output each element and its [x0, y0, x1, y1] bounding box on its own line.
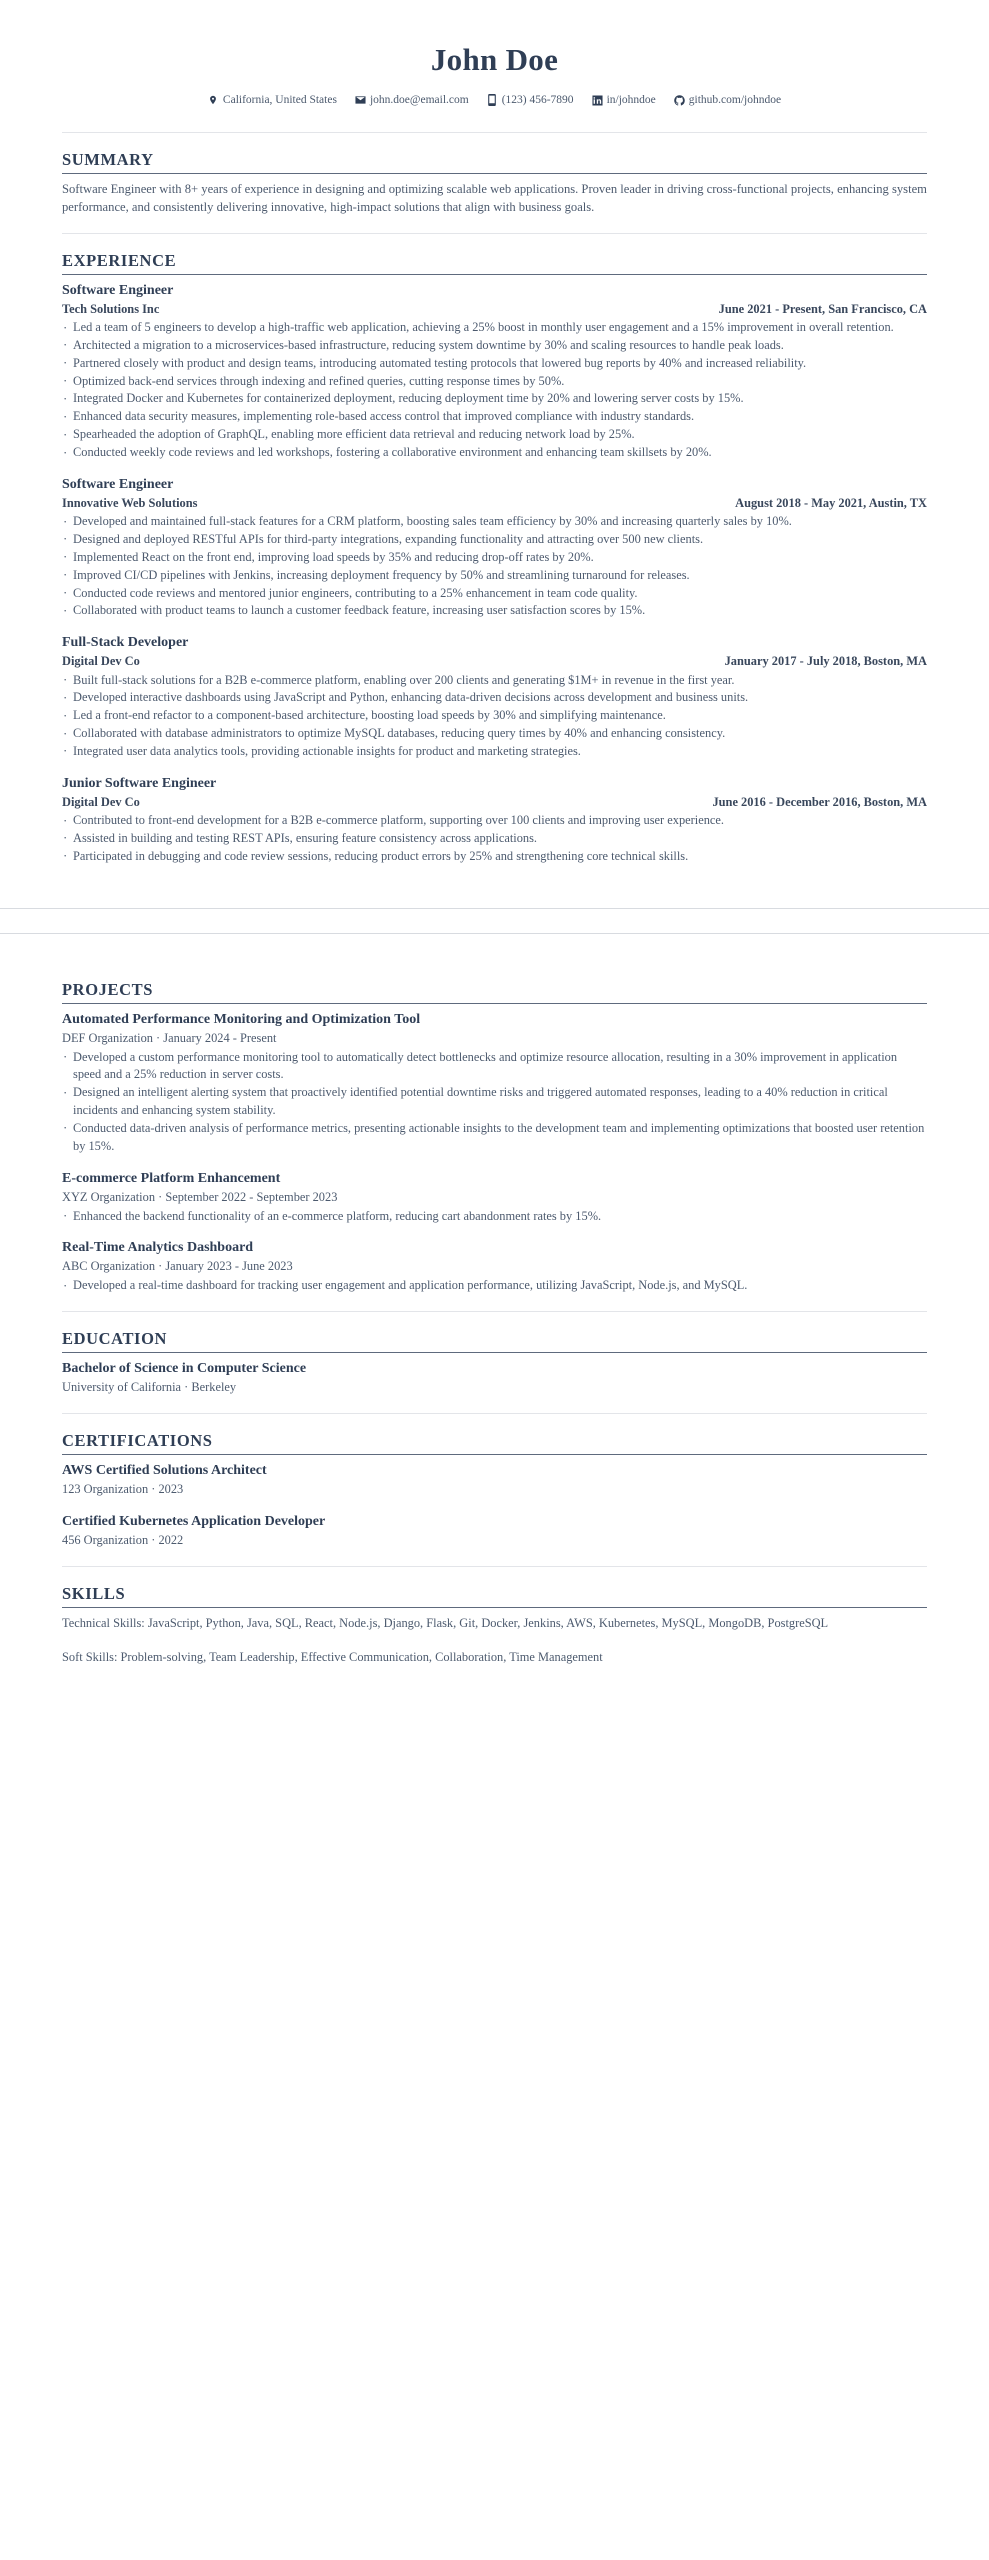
list-item: · Developed a custom performance monitoring tool to automatically detect bottlenecks and optimize resource allocation, resulting in a 30% improvement in application speed and a 25% reduction in server costs.	[62, 1049, 927, 1085]
certifications-heading: CERTIFICATIONS	[62, 1431, 213, 1451]
list-item: · Partnered closely with product and design teams, introducing automated testing protocols that lowered bug reports by 40% and increased reliability.	[62, 355, 927, 373]
contact-phone-text: (123) 456-7890	[501, 94, 574, 106]
list-item: · Led a front-end refactor to a component-based architecture, boosting load speeds by 30% and simplifying maintenance.	[62, 707, 927, 725]
envelope-icon	[355, 94, 366, 106]
list-item: · Conducted code reviews and mentored junior engineers, contributing to a 25% enhancement in team code quality.	[62, 585, 927, 603]
certification-entry	[62, 1462, 927, 1499]
experience-meta	[62, 495, 927, 512]
experience-rule	[62, 274, 927, 275]
resume-page-1	[0, 0, 989, 900]
section-projects	[62, 980, 927, 1296]
resume-page-2	[0, 934, 989, 1731]
experience-meta	[62, 301, 927, 318]
section-skills	[62, 1584, 927, 1667]
contact-linkedin-text: in/johndoe	[606, 94, 656, 106]
project-bullets	[62, 1277, 927, 1295]
experience-company: Innovative Web Solutions	[62, 495, 198, 510]
experience-date-location: June 2021 - Present, San Francisco, CA	[718, 301, 927, 316]
experience-date-location: August 2018 - May 2021, Austin, TX	[735, 495, 927, 510]
list-item: · Optimized back-end services through indexing and refined queries, cutting response times by 50%.	[62, 373, 927, 391]
list-item: · Enhanced data security measures, implementing role-based access control that improved compliance with industry standards.	[62, 408, 927, 426]
experience-date-location: June 2016 - December 2016, Boston, MA	[712, 794, 927, 809]
project-name: Real-Time Analytics Dashboard	[62, 1240, 254, 1256]
skills-soft: Soft Skills: Problem-solving, Team Leadership, Effective Communication, Collaboration, Time Management	[62, 1649, 603, 1664]
phone-icon	[487, 94, 498, 106]
experience-entry	[62, 282, 927, 462]
projects-rule	[62, 1003, 927, 1004]
skills-heading: SKILLS	[62, 1583, 126, 1603]
experience-meta	[62, 794, 927, 811]
list-item: · Collaborated with product teams to launch a customer feedback feature, increasing user satisfaction scores by 15%.	[62, 602, 927, 620]
education-rule	[62, 1352, 927, 1353]
location-pin-icon	[208, 94, 219, 106]
page-break	[0, 908, 989, 934]
list-item: · Collaborated with database administrators to optimize MySQL databases, reducing query times by 40% and enhancing consistency.	[62, 725, 927, 743]
experience-bullets	[62, 513, 927, 620]
divider-above-summary	[62, 132, 927, 133]
contact-email[interactable]	[355, 94, 469, 106]
skills-technical: Technical Skills: JavaScript, Python, Java, SQL, React, Node.js, Django, Flask, Git, Docker, Jenkins, AWS, Kubernetes, MySQL, MongoDB, PostgreSQL	[62, 1615, 829, 1630]
experience-bullets	[62, 319, 927, 462]
education-heading: EDUCATION	[62, 1329, 168, 1349]
experience-position: Junior Software Engineer	[62, 775, 217, 791]
divider-above-skills	[62, 1566, 927, 1567]
experience-position: Full-Stack Developer	[62, 635, 189, 651]
project-name: E-commerce Platform Enhancement	[62, 1170, 281, 1186]
certifications-rule	[62, 1454, 927, 1455]
project-entry	[62, 1170, 927, 1226]
contact-location[interactable]	[208, 94, 337, 106]
experience-meta	[62, 653, 927, 670]
list-item: · Enhanced the backend functionality of an e-commerce platform, reducing cart abandonment rates by 15%.	[62, 1208, 927, 1226]
list-item: · Designed and deployed RESTful APIs for third-party integrations, expanding functionality and attracting over 500 new clients.	[62, 531, 927, 549]
project-bullets	[62, 1049, 927, 1156]
divider-above-experience	[62, 233, 927, 234]
divider-above-certifications	[62, 1413, 927, 1414]
section-certifications	[62, 1431, 927, 1550]
list-item: · Developed interactive dashboards using JavaScript and Python, enhancing data-driven decisions across development and business units.	[62, 689, 927, 707]
list-item: · Contributed to front-end development for a B2B e-commerce platform, supporting over 100 clients and improving user experience.	[62, 812, 927, 830]
linkedin-icon	[592, 94, 603, 106]
certification-name: AWS Certified Solutions Architect	[62, 1463, 267, 1479]
skills-rule	[62, 1607, 927, 1608]
section-experience	[62, 251, 927, 866]
list-item: · Led a team of 5 engineers to develop a high-traffic web application, achieving a 25% boost in monthly user engagement and a 15% improvement in overall retention.	[62, 319, 927, 337]
experience-bullets	[62, 672, 927, 761]
experience-entry	[62, 476, 927, 620]
project-entry	[62, 1011, 927, 1156]
list-item: · Developed a real-time dashboard for tracking user engagement and application performance, utilizing JavaScript, Node.js, and MySQL.	[62, 1277, 927, 1295]
experience-date-location: January 2017 - July 2018, Boston, MA	[724, 654, 927, 669]
list-item: · Architected a migration to a microservices-based infrastructure, reducing system downtime by 30% and scaling resources to handle peak loads.	[62, 337, 927, 355]
contact-github[interactable]	[674, 94, 781, 106]
certification-meta: 123 Organization · 2023	[62, 1481, 184, 1496]
experience-company: Digital Dev Co	[62, 794, 140, 809]
list-item: · Integrated Docker and Kubernetes for containerized deployment, reducing deployment time by 20% and lowering server costs by 15%.	[62, 390, 927, 408]
list-item: · Implemented React on the front end, improving load speeds by 35% and reducing drop-off rates by 20%.	[62, 549, 927, 567]
experience-company: Tech Solutions Inc	[62, 301, 160, 316]
certification-name: Certified Kubernetes Application Developer	[62, 1513, 326, 1529]
contact-location-text: California, United States	[222, 94, 337, 106]
project-entry	[62, 1239, 927, 1295]
experience-position: Software Engineer	[62, 476, 174, 492]
list-item: · Conducted weekly code reviews and led workshops, fostering a collaborative environment and enhancing team skillsets by 20%.	[62, 444, 927, 462]
contact-email-text: john.doe@email.com	[369, 94, 469, 106]
summary-rule	[62, 173, 927, 174]
list-item: · Conducted data-driven analysis of performance metrics, presenting actionable insights to the development team and implementing optimizations that boosted user retention by 15%.	[62, 1120, 927, 1156]
education-school: University of California · Berkeley	[62, 1380, 237, 1395]
github-icon	[674, 94, 685, 106]
list-item: · Assisted in building and testing REST APIs, ensuring feature consistency across applications.	[62, 830, 927, 848]
section-education	[62, 1329, 927, 1397]
list-item: · Designed an intelligent alerting system that proactively identified potential downtime risks and triggered automated responses, leading to a 40% reduction in critical incidents and enhancing system stability.	[62, 1084, 927, 1120]
experience-position: Software Engineer	[62, 282, 174, 298]
certification-entry	[62, 1513, 927, 1550]
contact-phone[interactable]	[487, 94, 574, 106]
list-item: · Developed and maintained full-stack features for a CRM platform, boosting sales team efficiency by 30% and increasing quarterly sales by 10%.	[62, 513, 927, 531]
summary-text: Software Engineer with 8+ years of experience in designing and optimizing scalable web applications. Proven leader in driving cross-functional projects, enhancing system performance, and consistently delivering innovative, high-impact solutions that align with business goals.	[62, 182, 927, 214]
list-item: · Participated in debugging and code review sessions, reducing product errors by 25% and strengthening core technical skills.	[62, 848, 927, 866]
experience-entry	[62, 775, 927, 866]
list-item: · Built full-stack solutions for a B2B e-commerce platform, enabling over 200 clients and generating $1M+ in revenue in the first year.	[62, 672, 927, 690]
projects-heading: PROJECTS	[62, 979, 153, 999]
project-meta: ABC Organization · January 2023 - June 2023	[62, 1259, 293, 1274]
experience-company: Digital Dev Co	[62, 654, 140, 669]
project-bullets	[62, 1208, 927, 1226]
project-meta: XYZ Organization · September 2022 - September 2023	[62, 1189, 338, 1204]
section-summary	[62, 150, 927, 217]
contact-row	[62, 94, 927, 106]
summary-heading: SUMMARY	[62, 150, 154, 169]
contact-github-text: github.com/johndoe	[688, 94, 782, 106]
page-title: John Doe	[430, 42, 559, 77]
experience-heading: EXPERIENCE	[62, 250, 177, 270]
education-entry	[62, 1360, 927, 1397]
list-item: · Spearheaded the adoption of GraphQL, enabling more efficient data retrieval and reducing network load by 25%.	[62, 426, 927, 444]
education-degree: Bachelor of Science in Computer Science	[62, 1361, 307, 1377]
project-meta: DEF Organization · January 2024 - Present	[62, 1030, 277, 1045]
divider-above-education	[62, 1311, 927, 1312]
experience-entry	[62, 634, 927, 761]
experience-bullets	[62, 812, 927, 866]
contact-linkedin[interactable]	[592, 94, 656, 106]
project-name: Automated Performance Monitoring and Optimization Tool	[62, 1011, 421, 1027]
list-item: · Integrated user data analytics tools, providing actionable insights for product and marketing strategies.	[62, 743, 927, 761]
certification-meta: 456 Organization · 2022	[62, 1532, 184, 1547]
list-item: · Improved CI/CD pipelines with Jenkins, increasing deployment frequency by 50% and streamlining turnaround for releases.	[62, 567, 927, 585]
